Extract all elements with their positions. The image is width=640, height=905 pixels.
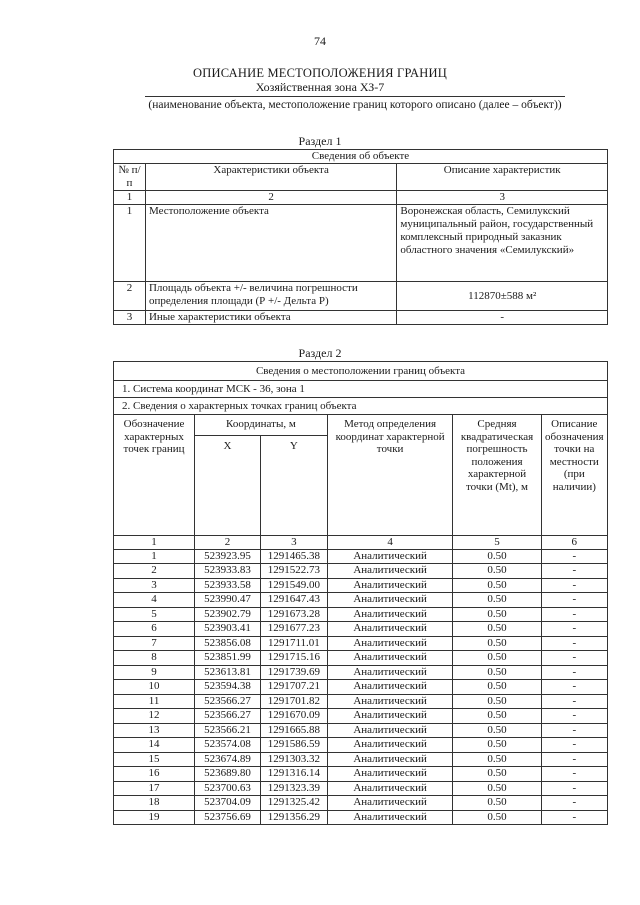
table-row xyxy=(114,665,608,680)
point-number: 16 xyxy=(114,767,195,782)
row-number: 3 xyxy=(114,311,146,325)
point-description: - xyxy=(541,694,607,709)
point-x: 523851.99 xyxy=(195,651,261,666)
point-x: 523923.95 xyxy=(195,549,261,564)
point-number: 7 xyxy=(114,636,195,651)
document-subtitle: Хозяйственная зона ХЗ-7 xyxy=(255,80,385,94)
row-description: 112870±588 м² xyxy=(397,282,608,311)
point-accuracy: 0.50 xyxy=(453,549,541,564)
row-number: 1 xyxy=(114,205,146,282)
coord-system: 1. Система координат МСК - 36, зона 1 xyxy=(114,381,608,398)
point-x: 523902.79 xyxy=(195,607,261,622)
table-row xyxy=(114,781,608,796)
header-designation: Обозначение характерных точек границ xyxy=(114,415,195,536)
point-accuracy: 0.50 xyxy=(453,694,541,709)
point-y: 1291707.21 xyxy=(260,680,327,695)
point-number: 13 xyxy=(114,723,195,738)
point-y: 1291670.09 xyxy=(260,709,327,724)
header-point-description: Описание обозначения точки на местности (при наличии) xyxy=(541,415,607,536)
table-row xyxy=(114,607,608,622)
point-x: 523903.41 xyxy=(195,622,261,637)
point-x: 523566.21 xyxy=(195,723,261,738)
coord-system-row xyxy=(114,381,608,398)
point-method: Аналитический xyxy=(327,723,453,738)
point-accuracy: 0.50 xyxy=(453,767,541,782)
point-description: - xyxy=(541,752,607,767)
point-accuracy: 0.50 xyxy=(453,723,541,738)
header-x: X xyxy=(195,436,261,536)
point-y: 1291465.38 xyxy=(260,549,327,564)
col-number: 3 xyxy=(397,191,608,205)
point-y: 1291711.01 xyxy=(260,636,327,651)
point-method: Аналитический xyxy=(327,709,453,724)
point-description: - xyxy=(541,549,607,564)
point-method: Аналитический xyxy=(327,578,453,593)
point-x: 523594.38 xyxy=(195,680,261,695)
point-number: 15 xyxy=(114,752,195,767)
table-row xyxy=(114,593,608,608)
table-row xyxy=(114,738,608,753)
header-accuracy: Средняя квадратическая погрешность положения характерной точки (Mt), м xyxy=(453,415,541,536)
point-x: 523933.58 xyxy=(195,578,261,593)
point-y: 1291701.82 xyxy=(260,694,327,709)
point-accuracy: 0.50 xyxy=(453,593,541,608)
table-title-row xyxy=(114,150,608,164)
point-number: 4 xyxy=(114,593,195,608)
point-y: 1291739.69 xyxy=(260,665,327,680)
point-number: 3 xyxy=(114,578,195,593)
section1-label: Раздел 1 xyxy=(298,134,342,148)
point-x: 523856.08 xyxy=(195,636,261,651)
header-characteristic: Характеристики объекта xyxy=(145,164,396,191)
point-description: - xyxy=(541,738,607,753)
point-y: 1291303.32 xyxy=(260,752,327,767)
point-accuracy: 0.50 xyxy=(453,781,541,796)
point-y: 1291673.28 xyxy=(260,607,327,622)
table-row xyxy=(114,796,608,811)
point-number: 2 xyxy=(114,564,195,579)
row-description: Воронежская область, Семилукский муниципальный район, государственный комплексный природный заказник областного значения «Семилукский» xyxy=(397,205,608,282)
table-row xyxy=(114,578,608,593)
point-x: 523933.83 xyxy=(195,564,261,579)
point-description: - xyxy=(541,636,607,651)
header-coords: Координаты, м xyxy=(195,415,328,436)
point-method: Аналитический xyxy=(327,636,453,651)
point-x: 523674.89 xyxy=(195,752,261,767)
point-method: Аналитический xyxy=(327,680,453,695)
point-number: 18 xyxy=(114,796,195,811)
point-description: - xyxy=(541,796,607,811)
point-accuracy: 0.50 xyxy=(453,709,541,724)
point-number: 8 xyxy=(114,651,195,666)
point-method: Аналитический xyxy=(327,752,453,767)
column-numbers-row xyxy=(114,191,608,205)
point-method: Аналитический xyxy=(327,810,453,825)
point-accuracy: 0.50 xyxy=(453,564,541,579)
point-x: 523700.63 xyxy=(195,781,261,796)
table-row xyxy=(114,622,608,637)
object-info-title: Сведения об объекте xyxy=(114,150,608,164)
table-row xyxy=(114,752,608,767)
point-method: Аналитический xyxy=(327,607,453,622)
point-method: Аналитический xyxy=(327,549,453,564)
point-method: Аналитический xyxy=(327,796,453,811)
points-title-row xyxy=(114,398,608,415)
point-y: 1291647.43 xyxy=(260,593,327,608)
col-number: 6 xyxy=(541,536,607,550)
table-row xyxy=(114,636,608,651)
point-x: 523566.27 xyxy=(195,709,261,724)
point-description: - xyxy=(541,810,607,825)
point-number: 9 xyxy=(114,665,195,680)
point-accuracy: 0.50 xyxy=(453,665,541,680)
point-description: - xyxy=(541,680,607,695)
point-number: 11 xyxy=(114,694,195,709)
row-characteristic: Местоположение объекта xyxy=(145,205,396,282)
point-y: 1291665.88 xyxy=(260,723,327,738)
point-y: 1291316.14 xyxy=(260,767,327,782)
point-number: 10 xyxy=(114,680,195,695)
point-accuracy: 0.50 xyxy=(453,578,541,593)
point-number: 17 xyxy=(114,781,195,796)
point-description: - xyxy=(541,607,607,622)
point-number: 12 xyxy=(114,709,195,724)
table-row xyxy=(114,709,608,724)
point-description: - xyxy=(541,709,607,724)
col-number: 4 xyxy=(327,536,453,550)
col-number: 1 xyxy=(114,536,195,550)
point-y: 1291323.39 xyxy=(260,781,327,796)
point-x: 523756.69 xyxy=(195,810,261,825)
point-method: Аналитический xyxy=(327,665,453,680)
point-method: Аналитический xyxy=(327,651,453,666)
col-number: 2 xyxy=(145,191,396,205)
col-number: 2 xyxy=(195,536,261,550)
point-accuracy: 0.50 xyxy=(453,636,541,651)
table-row xyxy=(114,680,608,695)
table-row xyxy=(114,205,608,282)
points-title: 2. Сведения о характерных точках границ объекта xyxy=(114,398,608,415)
point-description: - xyxy=(541,723,607,738)
header-y: Y xyxy=(260,436,327,536)
point-description: - xyxy=(541,767,607,782)
table-header-row xyxy=(114,415,608,436)
table-row xyxy=(114,311,608,325)
point-number: 5 xyxy=(114,607,195,622)
header-method: Метод определения координат характерной точки xyxy=(327,415,453,536)
table-row xyxy=(114,694,608,709)
section2-label: Раздел 2 xyxy=(298,346,342,360)
point-description: - xyxy=(541,622,607,637)
point-description: - xyxy=(541,781,607,796)
table-row xyxy=(114,723,608,738)
table-row xyxy=(114,810,608,825)
boundary-points-table xyxy=(113,361,608,825)
header-description: Описание характеристик xyxy=(397,164,608,191)
point-x: 523689.80 xyxy=(195,767,261,782)
point-description: - xyxy=(541,665,607,680)
point-method: Аналитический xyxy=(327,622,453,637)
title-underline xyxy=(145,96,565,97)
point-number: 6 xyxy=(114,622,195,637)
point-method: Аналитический xyxy=(327,694,453,709)
point-accuracy: 0.50 xyxy=(453,738,541,753)
table-row xyxy=(114,564,608,579)
point-y: 1291677.23 xyxy=(260,622,327,637)
row-characteristic: Иные характеристики объекта xyxy=(145,311,396,325)
document-title: ОПИСАНИЕ МЕСТОПОЛОЖЕНИЯ ГРАНИЦ xyxy=(193,66,447,80)
row-number: 2 xyxy=(114,282,146,311)
table-header-row xyxy=(114,164,608,191)
point-accuracy: 0.50 xyxy=(453,651,541,666)
title-caption: (наименование объекта, местоположение границ которого описано (далее – объект)) xyxy=(148,99,562,111)
page-number: 74 xyxy=(314,34,326,48)
point-y: 1291522.73 xyxy=(260,564,327,579)
point-x: 523613.81 xyxy=(195,665,261,680)
column-numbers-row xyxy=(114,536,608,550)
header-number: № п/п xyxy=(114,164,146,191)
point-method: Аналитический xyxy=(327,781,453,796)
point-method: Аналитический xyxy=(327,564,453,579)
table-row xyxy=(114,549,608,564)
point-y: 1291715.16 xyxy=(260,651,327,666)
point-y: 1291549.00 xyxy=(260,578,327,593)
point-x: 523704.09 xyxy=(195,796,261,811)
point-x: 523574.08 xyxy=(195,738,261,753)
col-number: 3 xyxy=(260,536,327,550)
table-row xyxy=(114,767,608,782)
table-row xyxy=(114,651,608,666)
point-description: - xyxy=(541,651,607,666)
row-characteristic: Площадь объекта +/- величина погрешности определения площади (Р +/- Дельта Р) xyxy=(145,282,396,311)
col-number: 1 xyxy=(114,191,146,205)
point-accuracy: 0.50 xyxy=(453,622,541,637)
point-x: 523990.47 xyxy=(195,593,261,608)
row-description: - xyxy=(397,311,608,325)
point-y: 1291356.29 xyxy=(260,810,327,825)
point-y: 1291586.59 xyxy=(260,738,327,753)
point-accuracy: 0.50 xyxy=(453,810,541,825)
table-title-row xyxy=(114,362,608,381)
point-number: 14 xyxy=(114,738,195,753)
object-info-table xyxy=(113,149,608,325)
point-method: Аналитический xyxy=(327,767,453,782)
point-method: Аналитический xyxy=(327,738,453,753)
table-row xyxy=(114,282,608,311)
point-accuracy: 0.50 xyxy=(453,796,541,811)
point-accuracy: 0.50 xyxy=(453,680,541,695)
col-number: 5 xyxy=(453,536,541,550)
point-x: 523566.27 xyxy=(195,694,261,709)
point-y: 1291325.42 xyxy=(260,796,327,811)
point-accuracy: 0.50 xyxy=(453,752,541,767)
point-number: 19 xyxy=(114,810,195,825)
point-accuracy: 0.50 xyxy=(453,607,541,622)
point-description: - xyxy=(541,593,607,608)
boundary-table-title: Сведения о местоположении границ объекта xyxy=(114,362,608,381)
point-method: Аналитический xyxy=(327,593,453,608)
point-number: 1 xyxy=(114,549,195,564)
point-description: - xyxy=(541,564,607,579)
point-description: - xyxy=(541,578,607,593)
